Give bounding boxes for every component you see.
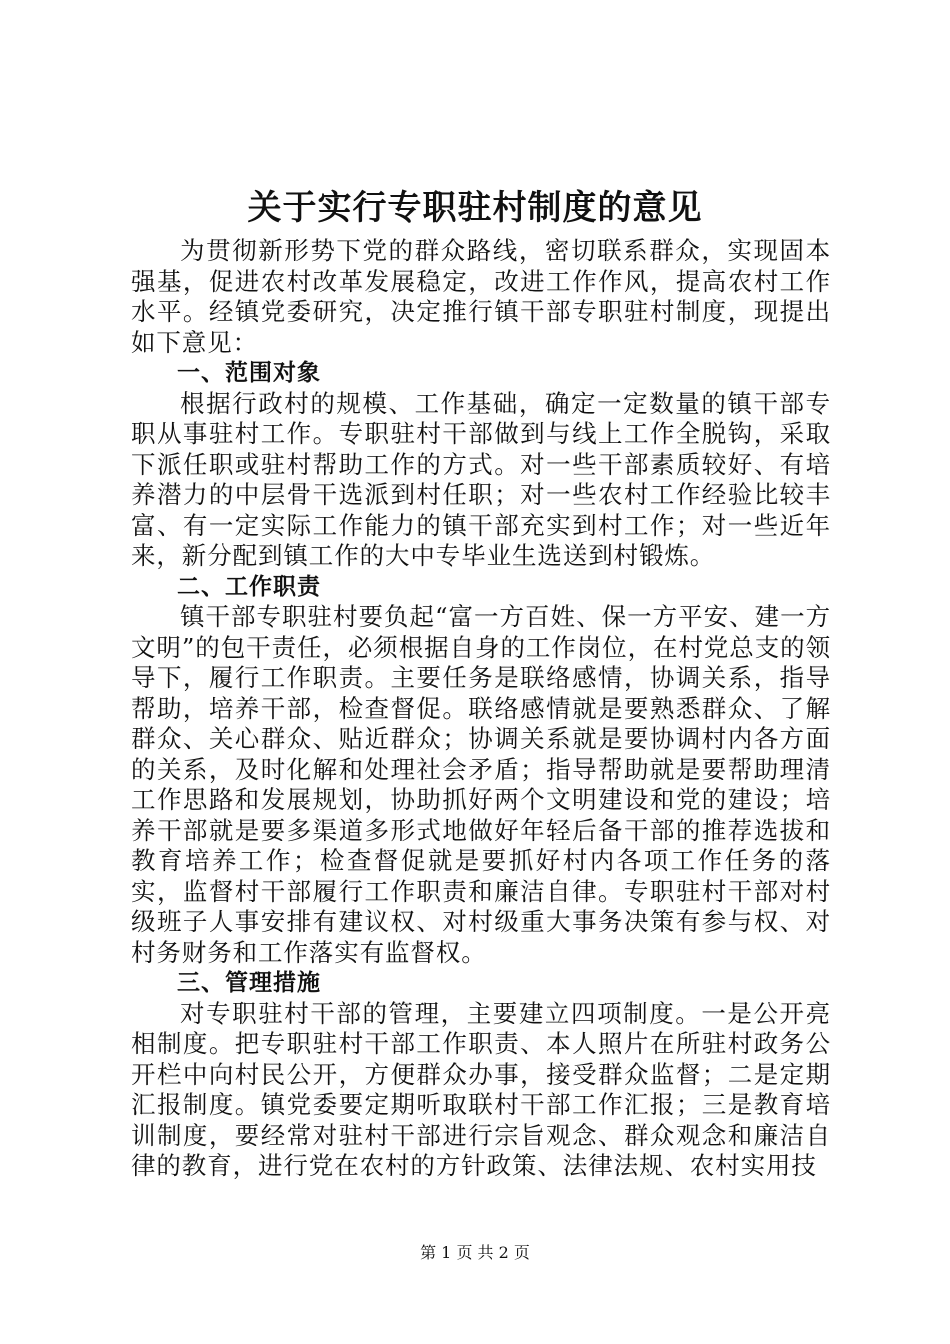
section-heading-scope: 一、范围对象 bbox=[177, 360, 321, 386]
section-paragraph-scope: 根据行政村的规模、工作基础，确定一定数量的镇干部专职从事驻村工作。专职驻村干部做到与线上工作全脱钩，采取下派任职或驻村帮助工作的方式。对一些干部素质较好、有培养潜力的中层骨干选派到村任职；对一些农村工作经验比较丰富、有一定实际工作能力的镇干部充实到村工作；对一些近年来，新分配到镇工作的大中专毕业生选送到村锻炼。 bbox=[131, 388, 831, 570]
document-title: 关于实行专职驻村制度的意见 bbox=[247, 188, 703, 228]
intro-paragraph: 为贯彻新形势下党的群众路线，密切联系群众，实现固本强基，促进农村改革发展稳定，改进工作作风，提高农村工作水平。经镇党委研究，决定推行镇干部专职驻村制度，现提出如下意见： bbox=[131, 236, 831, 357]
document-body bbox=[131, 236, 831, 1182]
section-heading-duties: 二、工作职责 bbox=[177, 573, 321, 600]
section-heading-management: 三、管理措施 bbox=[177, 970, 321, 996]
section-paragraph-management: 对专职驻村干部的管理，主要建立四项制度。一是公开亮相制度。把专职驻村干部工作职责、本人照片在所驻村政务公开栏中向村民公开，方便群众办事，接受群众监督；二是定期汇报制度。镇党委要定期听取联村干部工作汇报；三是教育培训制度，要经常对驻村干部进行宗旨观念、群众观念和廉洁自律的教育，进行党在农村的方针政策、法律法规、农村实用技 bbox=[131, 998, 831, 1180]
section-paragraph-duties: 镇干部专职驻村要负起“富一方百姓、保一方平安、建一方文明”的包干责任，必须根据自身的工作岗位，在村党总支的领导下，履行工作职责。主要任务是联络感情，协调关系，指导帮助，培养干部，检查督促。联络感情就是要熟悉群众、了解群众、关心群众、贴近群众；协调关系就是要协调村内各方面的关系，及时化解和处理社会矛盾；指导帮助就是要帮助理清工作思路和发展规划，协助抓好两个文明建设和党的建设；培养干部就是要多渠道多形式地做好年轻后备干部的推荐选拔和教育培养工作；检查督促就是要抓好村内各项工作任务的落实，监督村干部履行工作职责和廉洁自律。专职驻村干部对村级班子人事安排有建议权、对村级重大事务决策有参与权、对村务财务和工作落实有监督权。 bbox=[131, 602, 831, 967]
page-number-footer: 第 1 页 共 2 页 bbox=[420, 1243, 530, 1262]
